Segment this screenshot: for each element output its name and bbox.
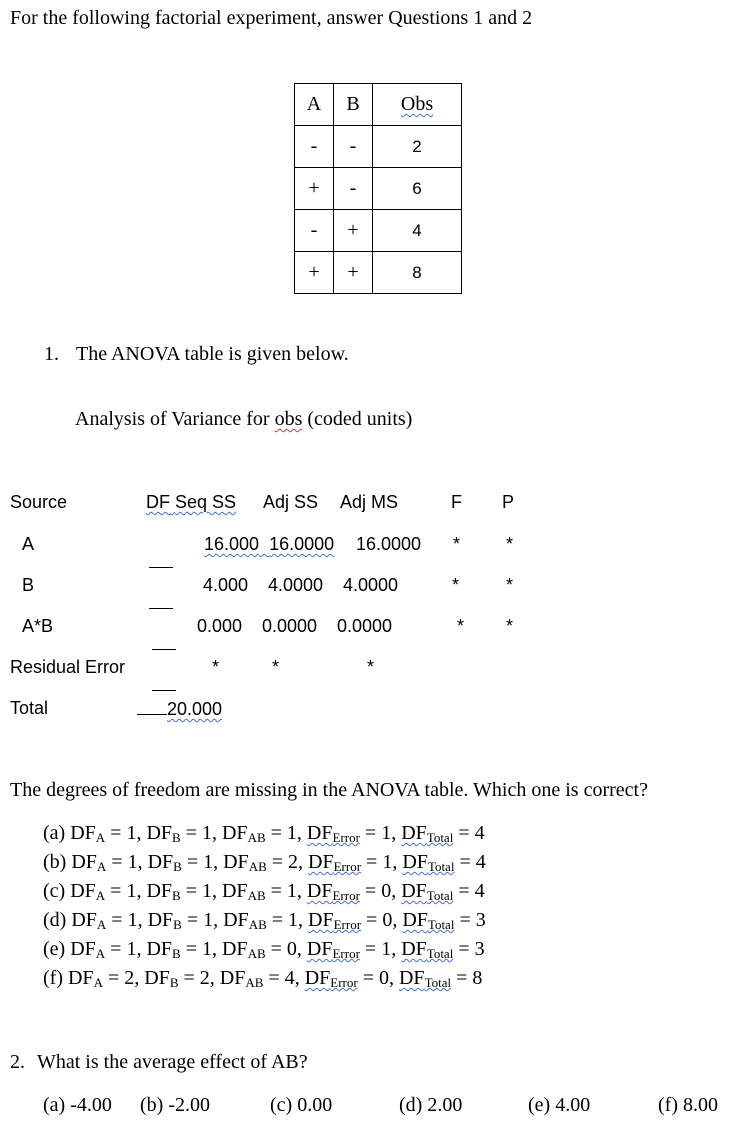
anova-seqss: 0.000 xyxy=(197,616,243,636)
anova-adjms: 16.0000 xyxy=(356,534,422,554)
cell-obs: 8 xyxy=(373,252,462,294)
cell-b: - xyxy=(334,126,373,168)
cell-a: + xyxy=(295,168,334,210)
design-header-row xyxy=(295,84,462,126)
design-table xyxy=(294,83,462,294)
anova-header-adjss: Adj SS xyxy=(263,492,319,512)
df-blank xyxy=(152,637,176,655)
anova-title-variable: obs xyxy=(274,408,303,430)
anova-header-df-seqss xyxy=(146,492,236,513)
anova-source: Total xyxy=(10,698,49,718)
q1-question: The degrees of freedom are missing in the ANOVA table. Which one is correct? xyxy=(10,779,648,801)
design-row xyxy=(295,126,462,168)
q1-option[interactable]: (d) $DF_A = 1$, $DF_B = 1$, $DF_{AB} = 1$, $DF_{Error} = 0$, $DF_{Total} = 3$ xyxy=(43,909,486,932)
design-row xyxy=(295,252,462,294)
df-blank xyxy=(149,555,173,573)
q1-number: 1. xyxy=(44,343,59,365)
q1-option[interactable]: (b) $DF_A = 1$, $DF_B = 1$, $DF_{AB} = 2$, $DF_{Error} = 1$, $DF_{Total} = 4$ xyxy=(43,851,486,874)
anova-adjss: 0.0000 xyxy=(262,616,318,636)
cell-obs: 6 xyxy=(373,168,462,210)
anova-adjms: 4.0000 xyxy=(343,575,399,595)
anova-f: * xyxy=(457,616,465,636)
cell-b: + xyxy=(334,252,373,294)
anova-title: Analysis of Variance for obs (coded units) xyxy=(75,408,413,430)
anova-p: * xyxy=(506,575,514,595)
design-row xyxy=(295,210,462,252)
cell-a: - xyxy=(295,210,334,252)
anova-f: * xyxy=(453,534,461,554)
cell-obs: 2 xyxy=(373,126,462,168)
cell-b: - xyxy=(334,168,373,210)
anova-adjss: 4.0000 xyxy=(268,575,324,595)
cell-obs: 4 xyxy=(373,210,462,252)
cell-a: - xyxy=(295,126,334,168)
anova-source: A*B xyxy=(22,616,54,636)
q2-option[interactable]: (f) 8.00 xyxy=(658,1094,718,1116)
anova-source: A xyxy=(22,534,35,554)
anova-adjss: 16.0000 xyxy=(269,534,335,554)
anova-adjms: 0.0000 xyxy=(337,616,393,636)
cell-b: + xyxy=(334,210,373,252)
anova-header-f: F xyxy=(451,492,462,512)
q2-option[interactable]: (b) -2.00 xyxy=(140,1094,210,1116)
anova-adjss: * xyxy=(272,657,280,677)
anova-header-df: DF xyxy=(146,492,170,512)
q2-number: 2. xyxy=(10,1051,25,1073)
anova-header-source: Source xyxy=(10,492,68,512)
q1-options xyxy=(43,821,486,995)
anova-p: * xyxy=(506,534,514,554)
q1-option[interactable]: (c) $DF_A = 1$, $DF_B = 1$, $DF_{AB} = 1$, $DF_{Error} = 0$, $DF_{Total} = 4$ xyxy=(43,880,485,903)
anova-seqss-adjss xyxy=(204,534,334,555)
q1-option[interactable]: (e) $DF_A = 1$, $DF_B = 1$, $DF_{AB} = 0$, $DF_{Error} = 1$, $DF_{Total} = 3$ xyxy=(43,938,485,961)
anova-header-p: P xyxy=(502,492,515,512)
q1-option[interactable]: (f) $DF_A = 2$, $DF_B = 2$, $DF_{AB} = 4$, $DF_{Error} = 0$, $DF_{Total} = 8$ xyxy=(43,967,483,990)
q2-option[interactable]: (e) 4.00 xyxy=(528,1094,591,1116)
design-row xyxy=(295,168,462,210)
anova-seqss: 4.000 xyxy=(203,575,249,595)
q1-text: The ANOVA table is given below. xyxy=(76,343,349,365)
anova-header-seqss: Seq SS xyxy=(175,492,237,512)
anova-f: * xyxy=(452,575,460,595)
intro-text: For the following factorial experiment, answer Questions 1 and 2 xyxy=(10,7,533,29)
anova-total-df-ss xyxy=(137,698,222,720)
anova-source: B xyxy=(22,575,35,595)
header-a: A xyxy=(295,84,334,126)
anova-source: Residual Error xyxy=(10,657,126,677)
q2-option[interactable]: (a) -4.00 xyxy=(43,1094,112,1116)
anova-seqss: * xyxy=(212,657,220,677)
anova-seqss: 20.000 xyxy=(167,699,223,719)
header-b: B xyxy=(334,84,373,126)
header-obs: Obs xyxy=(400,93,434,115)
q2-option[interactable]: (c) 0.00 xyxy=(270,1094,333,1116)
anova-seqss: 16.000 xyxy=(204,534,260,554)
df-blank xyxy=(152,678,176,696)
q2-option[interactable]: (d) 2.00 xyxy=(399,1094,463,1116)
q1-option[interactable]: (a) $DF_A = 1$, $DF_B = 1$, $DF_{AB} = 1$, $DF_{Error} = 1$, $DF_{Total} = 4$ xyxy=(43,822,485,845)
q2-text: What is the average effect of AB? xyxy=(37,1051,308,1073)
anova-p: * xyxy=(506,616,514,636)
anova-header-adjms: Adj MS xyxy=(340,492,399,512)
df-blank xyxy=(149,596,173,614)
cell-a: + xyxy=(295,252,334,294)
anova-adjms: * xyxy=(367,657,375,677)
